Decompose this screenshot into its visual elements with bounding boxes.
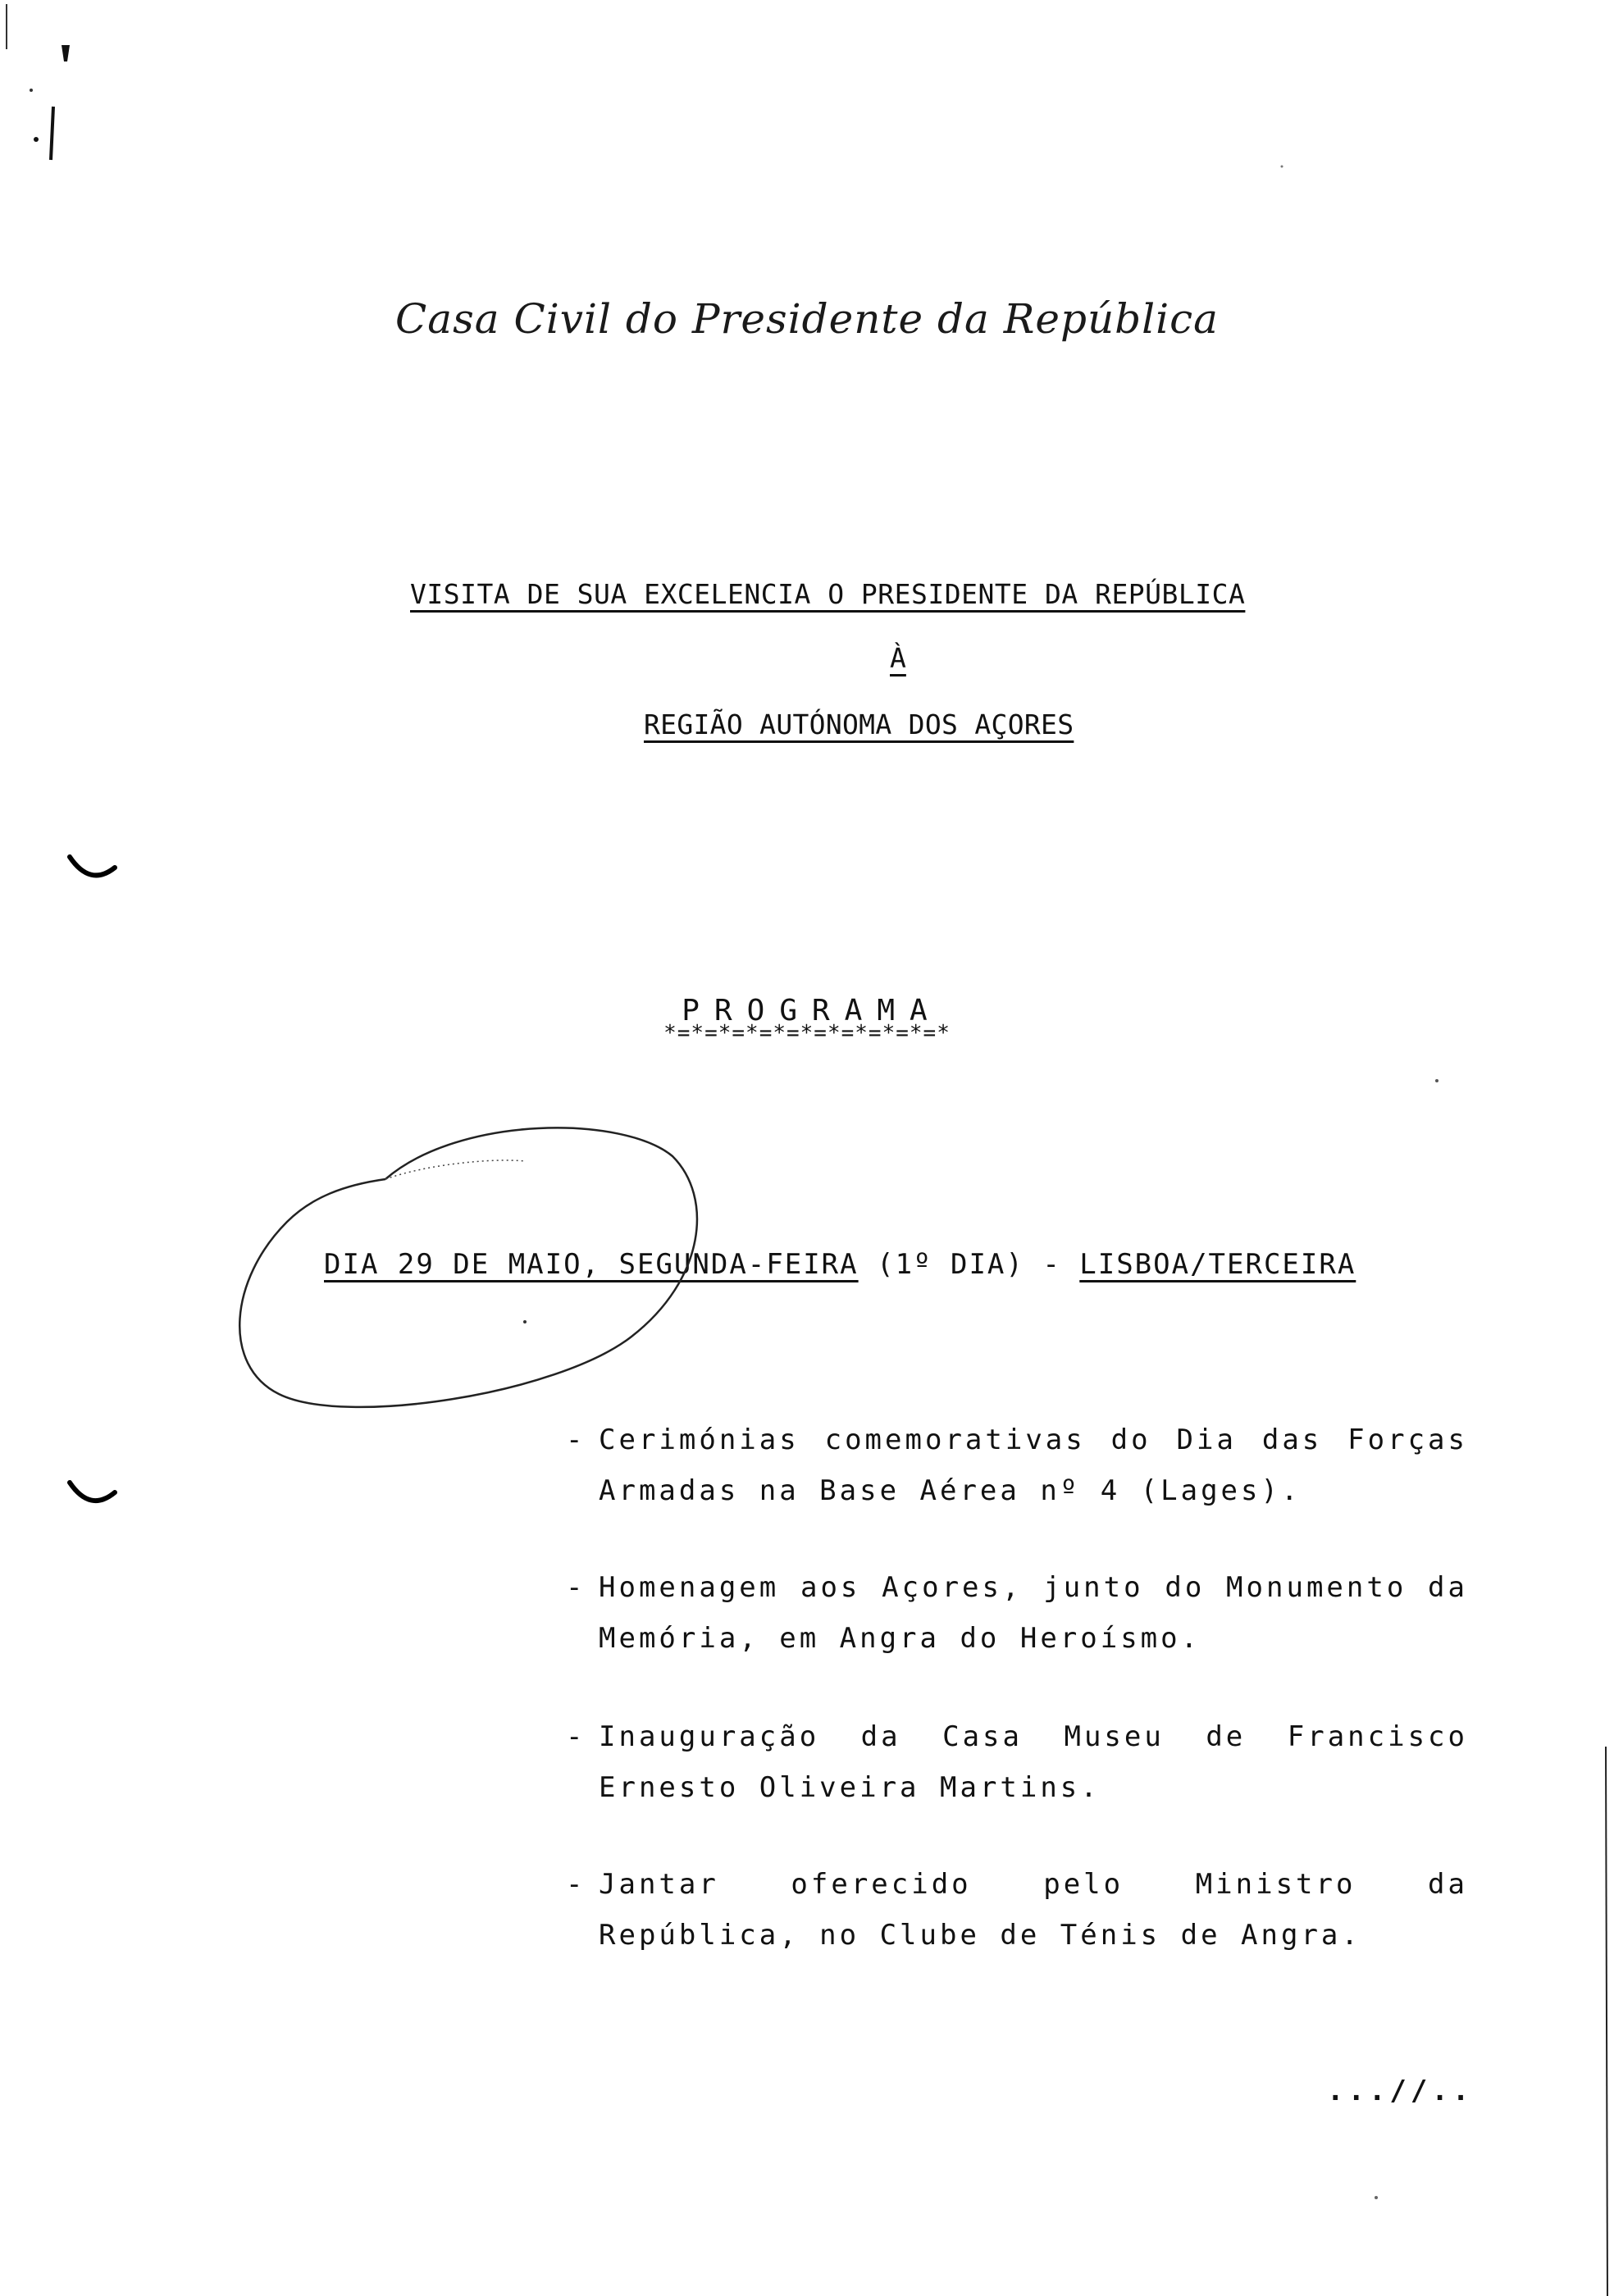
list-item [566,1859,1468,1961]
item-text: Jantar oferecido pelo Ministro da República, no Clube de Ténis de Angra. [599,1868,1468,1952]
item-dash: - [566,1424,586,1456]
margin-mark [70,857,115,875]
day-date: DIA 29 DE MAIO, SEGUNDA-FEIRA [324,1248,859,1281]
list-item [566,1414,1468,1516]
item-dash: - [566,1571,586,1604]
day-heading [324,1248,1356,1281]
item-text: Cerimónias comemorativas do Dia das Forças Armadas na Base Aérea nº 4 (Lages). [599,1424,1468,1507]
list-item [566,1711,1468,1813]
item-text: Inauguração da Casa Museu de Francisco Ernesto Oliveira Martins. [599,1720,1468,1804]
day-number: (1º DIA) - [858,1248,1080,1281]
item-text: Homenagem aos Açores, junto do Monumento da Memória, em Angra do Heroísmo. [599,1571,1468,1655]
margin-mark [70,1483,115,1501]
title-line-2: À [890,642,906,674]
day-place: LISBOA/TERCEIRA [1079,1248,1356,1281]
list-item [566,1562,1468,1664]
title-line-1: VISITA DE SUA EXCELENCIA O PRESIDENTE DA REPÚBLICA [410,578,1246,610]
title-line-3: REGIÃO AUTÓNOMA DOS AÇORES [644,708,1074,740]
letterhead: Casa Civil do Presidente da República [395,295,1219,343]
continuation-mark: ...//.. [1327,2075,1474,2107]
programa-stars-divider: *=*=*=*=*=*=*=*=*=*=* [663,1021,951,1046]
item-dash: - [566,1720,586,1753]
item-dash: - [566,1868,586,1901]
programa-heading: PROGRAMA [682,994,942,1027]
